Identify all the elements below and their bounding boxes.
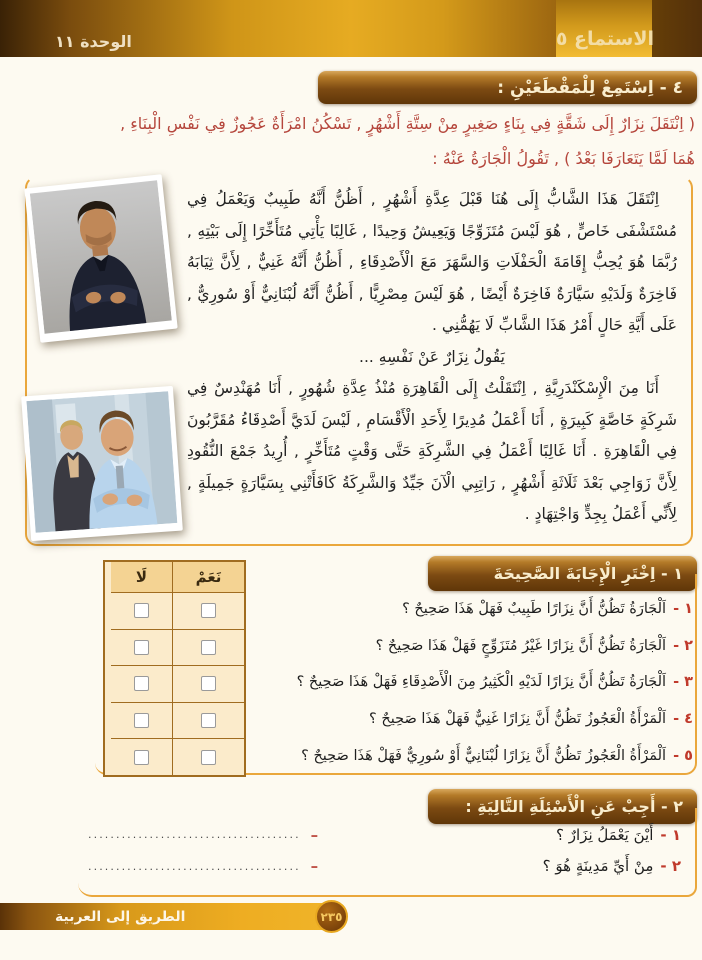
yes-column-header: نَعَمْ bbox=[172, 562, 244, 592]
yes-cell-1 bbox=[172, 592, 244, 629]
question-text: اَلْمَرْأَةُ الْعَجُوزُ تَظُنُّ أَنَّ نِزَارًا لُبْنَانِيٌّ أَوْ سُورِيٌّ فَهَلْ هَذَا صَحِيحٌ ؟ bbox=[301, 747, 667, 764]
question-text: اَلْجَارَةُ تَظُنُّ أَنَّ نِزَارًا لَدَيْهِ الْكَثِيرُ مِنَ الْأَصْدِقَاءِ فَهَلْ هَذَا صَحِيحٌ ؟ bbox=[296, 674, 667, 691]
yes-checkbox-1[interactable] bbox=[201, 603, 216, 618]
no-cell-1 bbox=[111, 592, 172, 629]
section-4-title-bar bbox=[318, 71, 697, 104]
exercise-1-question-row bbox=[297, 628, 693, 665]
page-number-badge bbox=[315, 900, 348, 933]
no-cell-2 bbox=[111, 629, 172, 666]
answer-dotted-line[interactable]: ...................................... bbox=[88, 859, 301, 873]
photo-man-dark-suit-image bbox=[30, 180, 172, 335]
yes-cell-5 bbox=[172, 738, 244, 775]
page-number: ٢٣٥ bbox=[320, 909, 343, 924]
listening-section-label: الاستماع ٥ bbox=[555, 28, 654, 50]
photo-man-blue-shirt-image bbox=[26, 391, 177, 533]
question-text: اَلْجَارَةُ تَظُنُّ أَنَّ نِزَارًا غَيْرُ مُتَزَوِّجٍ فَهَلْ هَذَا صَحِيحٌ ؟ bbox=[375, 637, 667, 654]
answer-dash: – bbox=[310, 825, 319, 844]
exercise-2-question-row bbox=[88, 826, 681, 844]
answer-dotted-line[interactable]: ...................................... bbox=[88, 828, 301, 842]
no-cell-5 bbox=[111, 738, 172, 775]
exercise-1-question-row bbox=[297, 737, 693, 774]
question-text: اَلْمَرْأَةُ الْعَجُوزُ تَظُنُّ أَنَّ نِزَارًا غَنِيٌّ فَهَلْ هَذَا صَحِيحٌ ؟ bbox=[369, 711, 667, 728]
exercise-1-question-row bbox=[297, 701, 693, 738]
question-text: اَلْجَارَةُ تَظُنُّ أَنَّ نِزَارًا طَبِيبٌ فَهَلْ هَذَا صَحِيحٌ ؟ bbox=[402, 601, 667, 618]
unit-label: الوحدة ١١ bbox=[55, 32, 132, 51]
no-column-header: لَا bbox=[111, 562, 172, 592]
question-number: ٢ - bbox=[673, 637, 693, 654]
footer-bar bbox=[0, 903, 346, 930]
question-number: ١ - bbox=[673, 601, 693, 618]
no-checkbox-4[interactable] bbox=[134, 713, 149, 728]
exercise-2-question bbox=[543, 857, 681, 875]
neighbor-passage: اِنْتَقَلَ هَذَا الشَّابُّ إِلَى هُنَا قَبْلَ عِدَّةِ أَشْهُرٍ , أَظُنُّ أَنَّهُ طَبِيبٌ وَيَعْمَلُ فِي مُسْتَشْفَى خَاصٍّ , هُوَ لَيْسَ مُتَزَوِّجًا وَيَعِيشُ وَحِيدًا , غَالِبًا يَأْتِي مُتَأَخِّرًا إِلَى بَيْتِهِ , رُبَّمَا هُوَ يُحِبُّ إِقَامَةَ الْحَفْلَاتِ وَالسَّهَرَ مَعَ الْأَصْدِقَاءِ , أَظُنُّ أَنَّهُ غَنِيٌّ , لِأَنَّ ثِيَابَهُ فَاخِرَةٌ وَلَدَيْهِ سَيَّارَةٌ فَاخِرَةٌ أَيْضًا , هُوَ لَيْسَ مِصْرِيًّا , أَظُنُّ أَنَّهُ لُبْنَانِيٌّ أَوْ سُورِيٌّ , عَلَى أَيَّةِ حَالٍ أَمْرُ هَذَا الشَّابِّ لَا يَهُمُّنِي . bbox=[187, 190, 677, 334]
question-number: ٥ - bbox=[673, 747, 693, 764]
question-number: ١ - bbox=[660, 825, 681, 844]
no-cell-4 bbox=[111, 702, 172, 739]
no-checkbox-2[interactable] bbox=[134, 640, 149, 655]
no-cell-3 bbox=[111, 665, 172, 702]
yes-cell-3 bbox=[172, 665, 244, 702]
intro-note: ( اِنْتَقَلَ نِزَارٌ إِلَى شَقَّةٍ فِي بِنَاءٍ صَغِيرٍ مِنْ سِتَّةِ أَشْهُرٍ , تَسْكُنُ امْرَأَةٌ عَجُوزٌ فِي نَفْسِ الْبِنَاءِ , هُمَا لَمَّا يَتَعَارَفَا بَعْدُ ) , تَقُولُ الْجَارَةُ عَنْهُ : bbox=[120, 114, 695, 168]
exercise-2-question bbox=[556, 826, 681, 844]
exercise-1-question-row bbox=[297, 591, 693, 628]
yes-checkbox-5[interactable] bbox=[201, 750, 216, 765]
answer-dash: – bbox=[310, 857, 319, 876]
yes-checkbox-4[interactable] bbox=[201, 713, 216, 728]
yes-cell-4 bbox=[172, 702, 244, 739]
yes-checkbox-2[interactable] bbox=[201, 640, 216, 655]
question-text: أَيْنَ يَعْمَلُ نِزَارٌ ؟ bbox=[556, 825, 654, 844]
book-title: الطريق إلى العربية bbox=[55, 908, 186, 925]
section-4-title: ٤ - اِسْتَمِعْ لِلْمَقْطَعَيْنِ : bbox=[497, 77, 683, 98]
question-number: ٣ - bbox=[673, 674, 693, 691]
no-checkbox-1[interactable] bbox=[134, 603, 149, 618]
exercise-1-question-row bbox=[297, 664, 693, 701]
yes-cell-2 bbox=[172, 629, 244, 666]
question-number: ٢ - bbox=[660, 857, 681, 876]
nizar-passage: أَنَا مِنَ الْإِسْكَنْدَرِيَّةِ , اِنْتَقَلْتُ إِلَى الْقَاهِرَةِ مُنْذُ عِدَّةِ شُهُورٍ , أَنَا مُهَنْدِسٌ فِي شَرِكَةٍ خَاصَّةٍ كَبِيرَةٍ , أَنَا أَعْمَلُ مُدِيرًا لِأَحَدِ الْأَقْسَامِ , لَيْسَ لَدَيَّ أَصْدِقَاءُ مُقَرَّبُونَ فِي الْقَاهِرَةِ . أَنَا غَالِبًا أَعْمَلُ فِي الشَّرِكَةِ حَتَّى وَقْتٍ مُتَأَخِّرٍ , أُرِيدُ جَمْعَ النُّقُودِ لِأَنَّ زَوَاجِي بَعْدَ ثَلَاثَةِ أَشْهُرٍ , رَاتِبِي الْآنَ جَيِّدٌ وَالشَّرِكَةُ كَافَأَتْنِي بِسَيَّارَةٍ جَمِيلَةٍ , لِأَنِّي أَعْمَلُ بِجِدٍّ وَاجْتِهَادٍ . bbox=[187, 379, 677, 523]
exercise-1-questions bbox=[297, 591, 693, 774]
answer-line[interactable] bbox=[88, 826, 318, 844]
no-checkbox-5[interactable] bbox=[134, 750, 149, 765]
exercise-2-question-row bbox=[88, 857, 681, 875]
question-number: ٤ - bbox=[673, 711, 693, 728]
yes-no-table bbox=[103, 560, 246, 777]
speaker-line: يَقُولُ نِزَارٌ عَنْ نَفْسِهِ ... bbox=[359, 347, 505, 366]
photo-man-blue-shirt bbox=[21, 386, 183, 541]
no-checkbox-3[interactable] bbox=[134, 676, 149, 691]
yes-checkbox-3[interactable] bbox=[201, 676, 216, 691]
answer-line[interactable] bbox=[88, 857, 318, 875]
question-text: مِنْ أَيِّ مَدِينَةٍ هُوَ ؟ bbox=[542, 857, 654, 876]
exercise-1-title: ١ - اِخْتَرِ الْإِجَابَةَ الصَّحِيحَةَ bbox=[493, 564, 683, 583]
photo-man-dark-suit bbox=[24, 174, 177, 343]
exercise-2-box bbox=[78, 808, 697, 897]
exercise-2-title: ٢ - أَجِبْ عَنِ الْأَسْئِلَةِ التَّالِيَةِ : bbox=[465, 797, 683, 816]
